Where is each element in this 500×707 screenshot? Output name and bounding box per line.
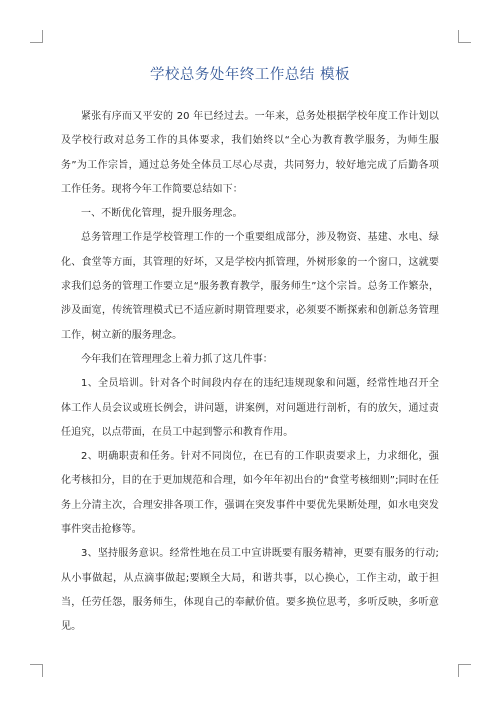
paragraph-intro: 紧张有序而又平安的 20 年已经过去。一年来，总务处根据学校年度工作计划以及学校行政对总务工作的具体要求，我们始终以“全心为教育教学服务，为师生服务”为工作宗旨，通过总务处全体员工尽心尽责，共同努力，较好地完成了后勤各项工作任务。现将今年工作简要总结如下： — [61, 111, 439, 195]
section-heading-1: 一、不断优化管理，提升服务理念。 — [81, 208, 243, 220]
crop-mark-bottom-left — [30, 664, 43, 677]
list-item-training: 1、全员培训。针对各个时间段内存在的违纪违规现象和问题，经常性地召开全体工作人员会议或班长例会，讲问题，讲案例，对问题进行剖析，有的放矢，通过责任追究，以点带面，在员工中起到警示和教育作用。 — [61, 378, 439, 438]
crop-mark-top-right — [458, 30, 471, 43]
list-item-service: 3、坚持服务意识。经常性地在员工中宣讲既要有服务精神，更要有服务的行动;从小事做起，从点滴事做起;要顾全大局，和谐共事，以心换心，工作主动，敢于担当，任劳任怨，服务师生，体现自己的奉献价值。要多换位思考，多听反映，多听意见。 — [61, 548, 439, 633]
document-body — [61, 105, 439, 640]
crop-mark-bottom-right — [458, 664, 471, 677]
crop-mark-top-left — [30, 30, 43, 43]
paragraph-management: 总务管理工作是学校管理工作的一个重要组成部分，涉及物资、基建、水电、绿化、食堂等方面，其管理的好坏，又是学校内抓管理，外树形象的一个窗口，这就要求我们总务的管理工作要立足“服务教育教学，服务师生”这个宗旨。总务工作繁杂，涉及面宽，传统管理模式已不适应新时期管理要求，必须要不断探索和创新总务管理工作，树立新的服务理念。 — [61, 232, 439, 341]
paragraph-lead-in: 今年我们在管理理念上着力抓了这几件事： — [81, 353, 273, 365]
document-title: 学校总务处年终工作总结 模板 — [149, 67, 351, 83]
list-item-duties: 2、明确职责和任务。针对不同岗位，在已有的工作职责要求上，力求细化，强化考核扣分，目的在于更加规范和合理，如今年年初出台的“食堂考核细则”;同时在任务上分清主次，合理安排各项工作，强调在突发事件中要优先果断处理，如水电突发事件突击抢修等。 — [61, 451, 439, 536]
